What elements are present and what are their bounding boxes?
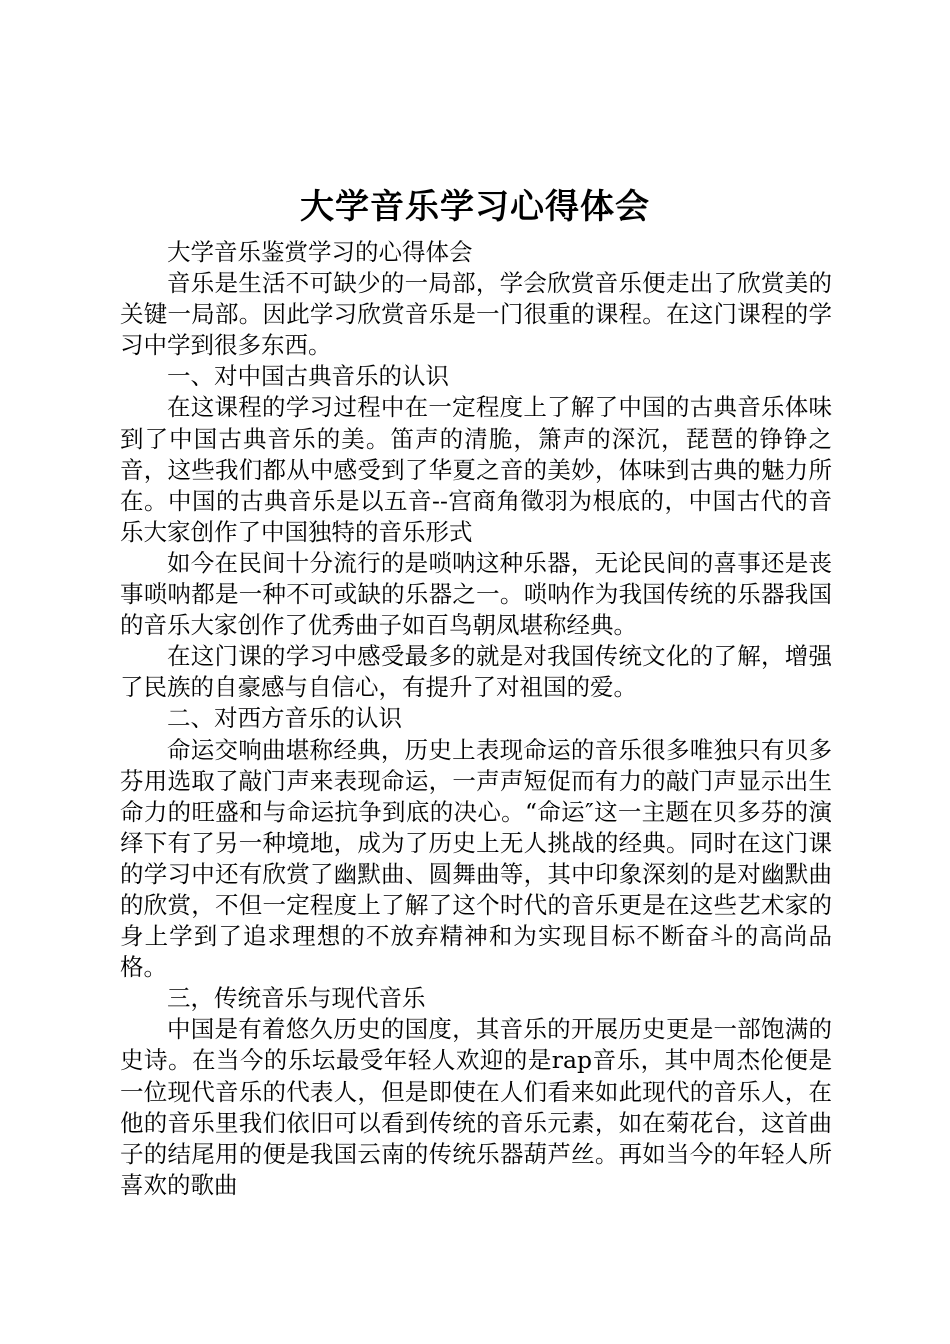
section-heading-2: 二、对西方音乐的认识 (167, 704, 402, 733)
intro-paragraph: 音乐是生活不可缺少的一局部，学会欣赏音乐便走出了欣赏美的关键一局部。因此学习欣赏音乐是一门很重的课程。在这门课程的学习中学到很多东西。 (120, 269, 832, 360)
subtitle-paragraph: 大学音乐鉴赏学习的心得体会 (167, 238, 473, 266)
document-body (120, 237, 832, 1201)
body-paragraph: 如今在民间十分流行的是唢呐这种乐器，无论民间的喜事还是丧事唢呐都是一种不可或缺的乐器之一。唢呐作为我国传统的乐器我国的音乐大家创作了优秀曲子如百鸟朝凤堪称经典。 (120, 548, 832, 640)
section-heading-1: 一、对中国古典音乐的认识 (167, 362, 449, 391)
document-title: 大学音乐学习心得体会 (300, 187, 650, 227)
body-paragraph: 中国是有着悠久历史的国度，其音乐的开展历史更是一部饱满的史诗。在当今的乐坛最受年轻人欢迎的是rap音乐，其中周杰伦便是一位现代音乐的代表人，但是即使在人们看来如此现代的音乐人，在他的音乐里我们依旧可以看到传统的音乐元素，如在菊花台，这首曲子的结尾用的便是我国云南的传统乐器葫芦丝。再如当今的年轻人所喜欢的歌曲 (120, 1015, 832, 1199)
body-paragraph: 在这门课的学习中感受最多的就是对我国传统文化的了解，增强了民族的自豪感与自信心，有提升了对祖国的爱。 (120, 642, 832, 702)
section-heading-3: 三，传统音乐与现代音乐 (167, 984, 426, 1013)
body-paragraph: 命运交响曲堪称经典，历史上表现命运的音乐很多唯独只有贝多芬用选取了敲门声来表现命运，一声声短促而有力的敲门声显示出生命力的旺盛和与命运抗争到底的决心。“命运″这一主题在贝多芬的演绎下有了另一种境地，成为了历史上无人挑战的经典。同时在这门课的学习中还有欣赏了幽默曲、圆舞曲等，其中印象深刻的是对幽默曲的欣赏，不但一定程度上了解了这个时代的音乐更是在这些艺术家的身上学到了追求理想的不放弃精神和为实现目标不断奋斗的高尚品格。 (120, 735, 832, 982)
body-paragraph: 在这课程的学习过程中在一定程度上了解了中国的古典音乐体味到了中国古典音乐的美。笛声的清脆，箫声的深沉，琵琶的铮铮之音，这些我们都从中感受到了华夏之音的美妙，体味到古典的魅力所在。中国的古典音乐是以五音--宫商角徵羽为根底的，中国古代的音乐大家创作了中国独特的音乐形式 (120, 393, 832, 546)
